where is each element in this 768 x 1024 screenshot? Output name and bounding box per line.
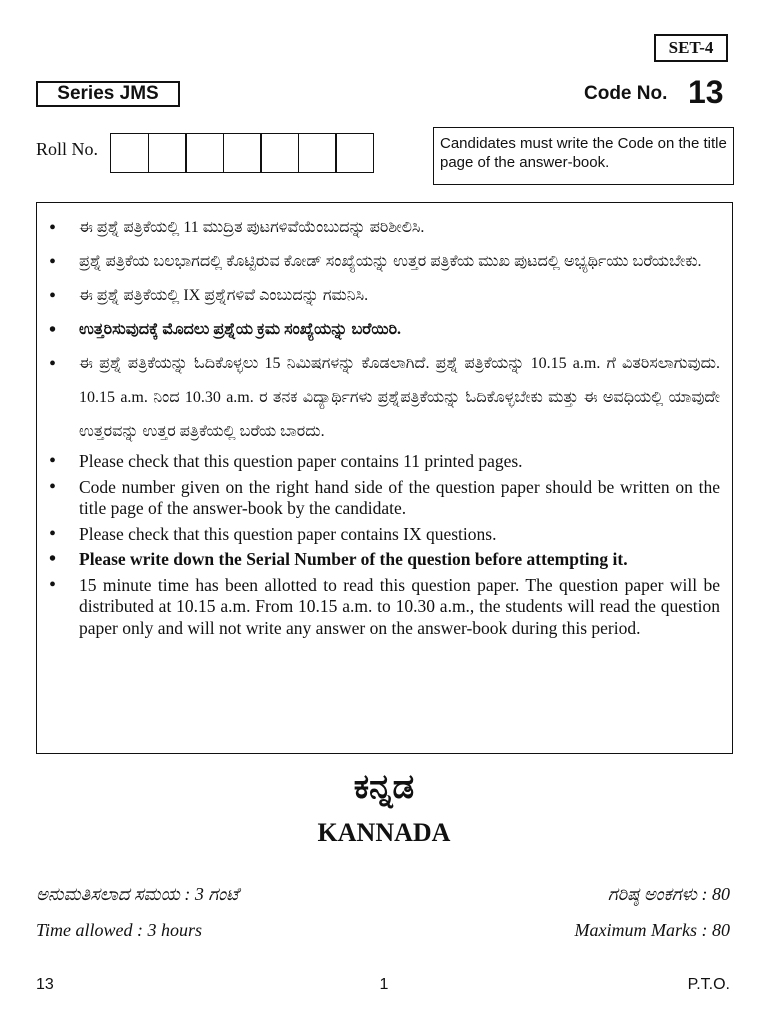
instruction-item: • ಈ ಪ್ರಶ್ನೆ ಪತ್ರಿಕೆಯಲ್ಲಿ IX ಪ್ರಶ್ನೆಗಳಿವೆ ಎಂಬುದನ್ನು ಗಮನಿಸಿ. — [49, 285, 369, 307]
code-instruction-note: Candidates must write the Code on the title page of the answer-book. — [433, 127, 734, 185]
maximum-marks-english: Maximum Marks : 80 — [574, 920, 730, 940]
instruction-item: • Code number given on the right hand side of the question paper should be written on the title page of the answer-book by the candidate. — [49, 475, 720, 518]
code-label: Code No. — [584, 83, 668, 104]
instruction-item: • ಪ್ರಶ್ನೆ ಪತ್ರಿಕೆಯ ಬಲಭಾಗದಲ್ಲಿ ಕೊಟ್ಟಿರುವ ಕೋಡ್ ಸಂಖ್ಯೆಯನ್ನು ಉತ್ತರ ಪತ್ರಿಕೆಯ ಮುಖ ಪುಟದಲ್ಲಿ ಅಭ್ಯರ್ಥಿಯು ಬರೆಯಬೇಕು. — [49, 251, 702, 273]
page-number: 1 — [379, 976, 389, 993]
kannada-instructions — [49, 211, 720, 449]
time-allowed-english: Time allowed : 3 hours — [36, 920, 203, 940]
time-allowed-kannada: ಅನುಮತಿಸಲಾದ ಸಮಯ : 3 ಗಂಟೆ — [36, 884, 239, 904]
instruction-item: • Please check that this question paper contains 11 printed pages. — [49, 450, 523, 472]
roll-number-box[interactable] — [185, 133, 224, 173]
english-instructions — [49, 451, 720, 639]
roll-number-label: Roll No. — [36, 139, 99, 159]
roll-number-box[interactable] — [260, 133, 299, 173]
series-label: Series JMS — [36, 81, 180, 107]
instructions-box — [36, 202, 733, 754]
subject-title-english: KANNADA — [317, 818, 451, 847]
footer-code: 13 — [36, 976, 54, 993]
roll-number-box[interactable] — [223, 133, 262, 173]
roll-number-boxes — [110, 133, 374, 173]
roll-number-box[interactable] — [298, 133, 337, 173]
instruction-item: • Please check that this question paper contains IX questions. — [49, 522, 497, 545]
set-label: SET-4 — [654, 34, 728, 62]
roll-number-box[interactable] — [148, 133, 187, 173]
please-turn-over: P.T.O. — [687, 976, 730, 993]
instruction-item: • ಉತ್ತರಿಸುವುದಕ್ಕೆ ಮೊದಲು ಪ್ರಶ್ನೆಯ ಕ್ರಮ ಸಂಖ್ಯೆಯನ್ನು ಬರೆಯಿರಿ. — [49, 319, 402, 341]
subject-title-kannada: ಕನ್ನಡ — [353, 767, 415, 807]
instruction-item: • ಈ ಪ್ರಶ್ನೆ ಪತ್ರಿಕೆಯನ್ನು ಓದಿಕೊಳ್ಳಲು 15 ನಿಮಿಷಗಳನ್ನು ಕೊಡಲಾಗಿದೆ. ಪ್ರಶ್ನೆ ಪತ್ರಿಕೆಯನ್ನು 10.15 a.m. ಗೆ ವಿತರಿಸಲಾಗುವುದು. 10.15 a.m. ನಿಂದ 10.30 a.m. ರ ತನಕ ವಿದ್ಯಾರ್ಥಿಗಳು ಪ್ರಶ್ನೆಪತ್ರಿಕೆಯನ್ನು ಓದಿಕೊಳ್ಳಬೇಕು ಮತ್ತು ಈ ಅವಧಿಯಲ್ಲಿ ಯಾವುದೇ ಉತ್ತರವನ್ನು ಉತ್ತರ ಪತ್ರಿಕೆಯಲ್ಲಿ ಬರೆಯ ಬಾರದು. — [49, 353, 720, 440]
instruction-item: • 15 minute time has been allotted to read this question paper. The question paper will be distributed at 10.15 a.m. From 10.15 a.m. to 10.30 a.m., the students will read the question paper only and will not write any answer on the answer-book during this period. — [49, 573, 720, 638]
roll-number-box[interactable] — [110, 133, 149, 173]
maximum-marks-kannada: ಗರಿಷ್ಠ ಅಂಕಗಳು : 80 — [607, 884, 730, 904]
instruction-item: • Please write down the Serial Number of the question before attempting it. — [49, 548, 628, 570]
roll-number-box[interactable] — [335, 133, 374, 173]
instruction-item: • ಈ ಪ್ರಶ್ನೆ ಪತ್ರಿಕೆಯಲ್ಲಿ 11 ಮುದ್ರಿತ ಪುಟಗಳಿವೆಯೆಂಬುದನ್ನು ಪರಿಶೀಲಿಸಿ. — [49, 217, 425, 239]
code-number: 13 — [688, 74, 724, 110]
